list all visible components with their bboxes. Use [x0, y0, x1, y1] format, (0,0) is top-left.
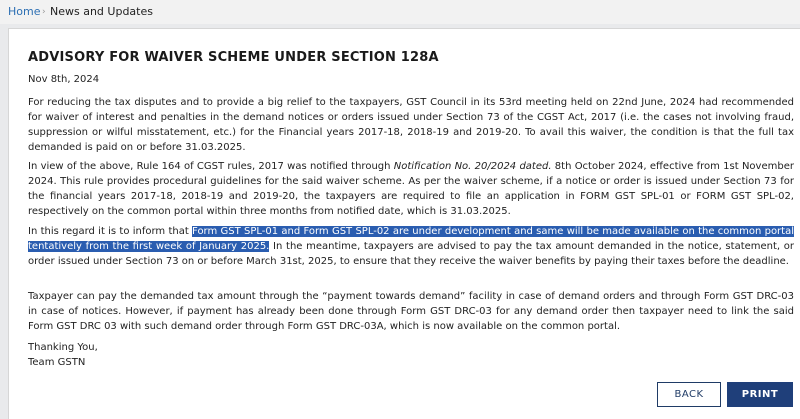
paragraph-3-text-a: In this regard it is to inform that: [28, 226, 193, 237]
advisory-paragraph-1: For reducing the tax disputes and to provide a big relief to the taxpayers, GST Council in its 53rd meeting held on 22nd June, 2024 had recommended for waiver of interest and penalties in the demand notices or orders issued under Section 73 of the CGST Act, 2017 (i.e. the cases not involving fraud, suppression or wilful misstatement, etc.) for the Financial years 2017-18, 2018-19 and 2019-20. To avail this waiver, the condition is that the full tax demanded is paid on or before 31.03.2025.: [28, 97, 794, 153]
breadcrumb: [0, 0, 800, 24]
breadcrumb-home-link[interactable]: Home: [8, 5, 41, 18]
paragraph-2-text-b: 8th October 2024, effective from 1st November 2024. This rule provides procedural guidelines for the said waiver scheme. As per the waiver scheme, if a notice or order is issued under Section 73 for the financial years 2017-18, 2018-19 and 2019-20, the taxpayers are required to file an application in FORM GST SPL-01 or FORM GST SPL-02, respectively on the common portal within three months from notified date, which is 31.03.2025.: [28, 161, 794, 217]
signature-block: [28, 340, 98, 370]
selected-text-highlight[interactable]: Form GST SPL-01 and Form GST SPL-02 are under development and same will be made available on the common portal tentatively from the first week of January 2025.: [28, 226, 795, 252]
paragraph-3-text-b: In the meantime, taxpayers are advised to pay the tax amount demanded in the notice, statement, or order issued under Section 73 on or before March 31st, 2025, to ensure that they receive the waiver benefits by paying their taxes before the deadline.: [28, 241, 795, 267]
notification-reference: Notification No. 20/2024 dated.: [393, 161, 552, 172]
signature-team: Team GSTN: [28, 357, 86, 368]
advisory-paragraph-2: [28, 159, 794, 219]
paragraph-2-text-a: In view of the above, Rule 164 of CGST rules, 2017 was notified through: [28, 161, 394, 172]
page-title: ADVISORY FOR WAIVER SCHEME UNDER SECTION 128A: [28, 50, 439, 65]
advisory-panel: [8, 28, 800, 419]
advisory-paragraph-4: Taxpayer can pay the demanded tax amount through the “payment towards demand” facility in case of demand orders and through Form GST DRC-03 in case of notices. However, if payment has already been done through Form GST DRC-03 for any demand order then taxpayer need to link the said Form GST DRC 03 with such demand order through Form GST DRC-03A, which is now available on the common portal.: [28, 291, 794, 332]
breadcrumb-separator-icon: ›: [42, 7, 46, 17]
back-button[interactable]: BACK: [657, 382, 721, 407]
advisory-paragraph-3: [28, 224, 794, 269]
advisory-date: Nov 8th, 2024: [28, 74, 100, 85]
breadcrumb-current: News and Updates: [50, 5, 153, 18]
signature-greeting: Thanking You,: [28, 342, 98, 353]
print-button[interactable]: PRINT: [727, 382, 793, 407]
